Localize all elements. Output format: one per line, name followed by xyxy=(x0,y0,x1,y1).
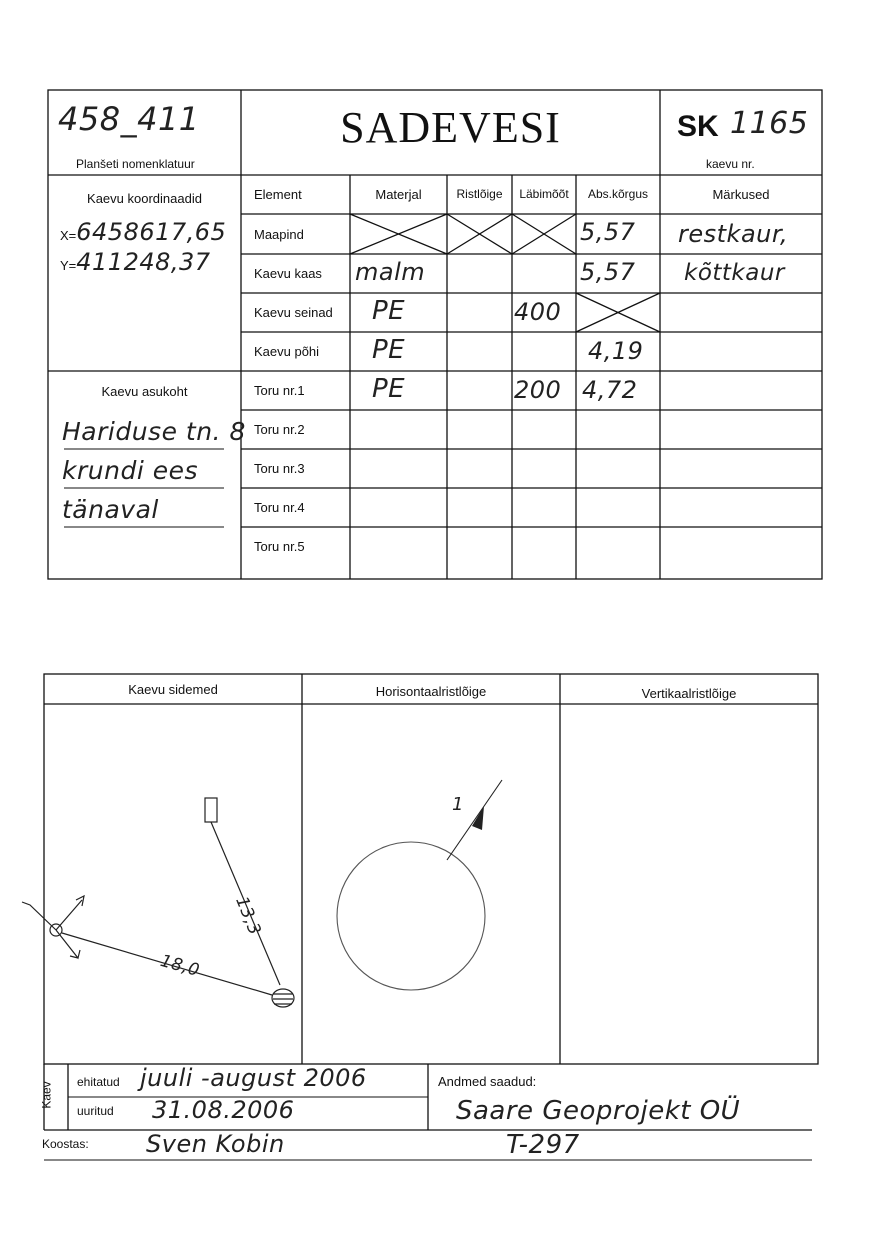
cell-diameter: 200 xyxy=(514,376,562,404)
table-header-diameter: Läbimõõt xyxy=(519,187,569,201)
pipe-number: 1 xyxy=(452,794,464,815)
dimension-short: 13,3 xyxy=(231,893,265,939)
plan-label: Planšeti nomenklatuur xyxy=(76,157,195,171)
built-label: ehitatud xyxy=(77,1075,120,1089)
table-row-element: Toru nr.2 xyxy=(254,422,305,437)
coordinate-y xyxy=(60,248,211,276)
sketch-horizontal-label: Horisontaalristlõige xyxy=(375,684,487,699)
cell-abs-height: 5,57 xyxy=(580,218,636,246)
table-row-element: Kaevu seinad xyxy=(254,305,333,320)
reference-object-icon xyxy=(205,798,217,822)
pipe-arrow-icon xyxy=(472,806,484,830)
cell-remarks: kõttkaur xyxy=(684,260,785,286)
coordinate-y-value: 411248,37 xyxy=(76,248,211,276)
cell-material: PE xyxy=(372,296,406,326)
horizontal-section-sketch xyxy=(337,780,502,990)
compiled-value: Sven Kobin xyxy=(146,1130,285,1158)
side-label: Kaev xyxy=(39,1081,54,1109)
well-prefix: SK xyxy=(677,110,719,143)
cell-material: PE xyxy=(372,335,406,365)
data-from-label: Andmed saadud: xyxy=(438,1074,537,1089)
surveyed-label: uuritud xyxy=(77,1104,114,1118)
coordinate-x xyxy=(60,218,226,246)
cell-diameter: 400 xyxy=(514,298,562,326)
built-value: juuli -august 2006 xyxy=(140,1064,367,1092)
coordinates-label: Kaevu koordinaadid xyxy=(87,191,202,206)
location-line-2: krundi ees xyxy=(62,456,198,485)
cell-material: PE xyxy=(372,374,406,404)
table-header-element: Element xyxy=(254,187,302,202)
cell-abs-height: 4,72 xyxy=(582,376,638,404)
coordinate-x-prefix: X= xyxy=(60,228,77,243)
dimension-long: 18,0 xyxy=(158,950,202,982)
reference-code: T-297 xyxy=(506,1130,580,1160)
plan-number: 458_411 xyxy=(58,100,200,138)
coordinate-y-prefix: Y= xyxy=(60,258,77,273)
table-row-element: Toru nr.5 xyxy=(254,539,305,554)
table-header-abs-height: Abs.kõrgus xyxy=(587,187,649,201)
table-row-element: Toru nr.4 xyxy=(254,500,305,515)
table-header-material: Materjal xyxy=(375,187,422,202)
coordinate-x-value: 6458617,65 xyxy=(76,218,227,246)
sketch-connections-label: Kaevu sidemed xyxy=(128,682,218,697)
table-row-element: Kaevu kaas xyxy=(254,266,322,281)
location-line-1: Hariduse tn. 8 xyxy=(62,417,246,446)
table-header-remarks: Märkused xyxy=(712,187,770,202)
page-title: SADEVESI xyxy=(340,103,561,152)
location-line-3: tänaval xyxy=(62,495,159,524)
data-from-value: Saare Geoprojekt OÜ xyxy=(456,1096,741,1126)
cell-abs-height: 5,57 xyxy=(580,258,636,286)
well-label: kaevu nr. xyxy=(706,157,755,171)
table-row-element: Toru nr.3 xyxy=(254,461,305,476)
sketch-vertical-label: Vertikaalristlõige xyxy=(641,686,737,701)
cell-material: malm xyxy=(355,258,426,286)
location-label: Kaevu asukoht xyxy=(101,384,188,399)
well-number: 1165 xyxy=(730,106,809,141)
cell-remarks: restkaur, xyxy=(678,220,789,248)
table-row-element: Kaevu põhi xyxy=(254,344,320,359)
cell-abs-height: 4,19 xyxy=(588,337,644,365)
surveyed-value: 31.08.2006 xyxy=(152,1096,295,1124)
table-row-element: Maapind xyxy=(254,227,304,242)
table-row-element: Toru nr.1 xyxy=(254,383,305,398)
compiled-label: Koostas: xyxy=(42,1137,89,1151)
table-header-cross-section: Ristlõige xyxy=(456,187,503,201)
